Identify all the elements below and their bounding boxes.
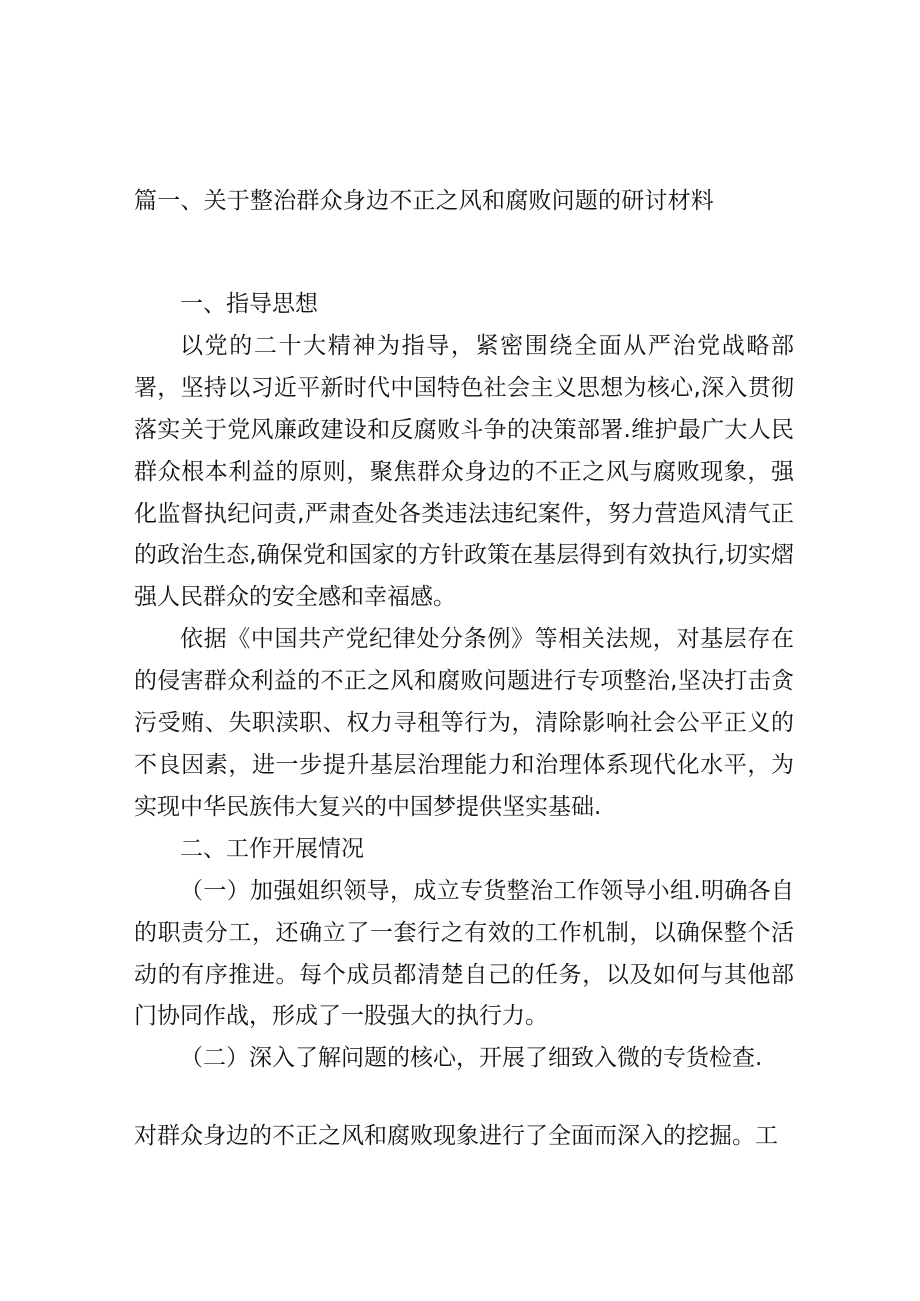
paragraph-legal-basis: 依据《中国共产党纪律处分条例》等相关法规，对基层存在的侵害群众利益的不正之风和腐败问题进行专项整治,坚决打击贪污受贿、失职渎职、权力寻租等行为，清除影响社会公平正义的不良因素，进一步提升基层治理能力和治理体系现代化水平，为实现中华民族伟大复兴的中国梦提供坚实基础. [134, 626, 794, 820]
document-body [134, 284, 794, 1158]
paragraph-investigation: 对群众身边的不正之风和腐败现象进行了全面而深入的挖掘。工 [134, 1123, 778, 1150]
paragraph-special-inspection: （二）深入了解问题的核心，开展了细致入微的专货检查. [180, 1045, 763, 1072]
paragraph-gap [134, 1080, 794, 1116]
paragraph-guiding-ideology: 以党的二十大精神为指导，紧密围绕全面从严治党战略部署，坚持以习近平新时代中国特色社会主义思想为核心,深入贯彻落实关于党风廉政建设和反腐败斗争的决策部署.维护最广大人民群众根本利益的原则，聚焦群众身边的不正之风与腐败现象，强化监督执纪问责,严肃查处各类违法违纪案件，努力营造风清气正的政治生态,确保党和国家的方针政策在基层得到有效执行,切实熠强人民群众的安全感和幸福感。 [134, 332, 794, 611]
paragraph-organization-leadership: （一）加强姐织领导，成立专货整治工作领导小组.明确各自的职责分工，还确立了一套行之有效的工作机制，以确保整个活动的有序推进。每个成员都清楚自己的任务，以及如何与其他部门协同作战，形成了一股强大的执行力。 [134, 877, 794, 1030]
section-heading-work-progress: 二、工作开展情况 [180, 835, 364, 862]
section-heading-guiding-ideology: 一、指导思想 [180, 291, 318, 317]
document-title: 篇一、关于整治群众身边不正之风和腐败问题的研讨材料 [134, 188, 714, 214]
